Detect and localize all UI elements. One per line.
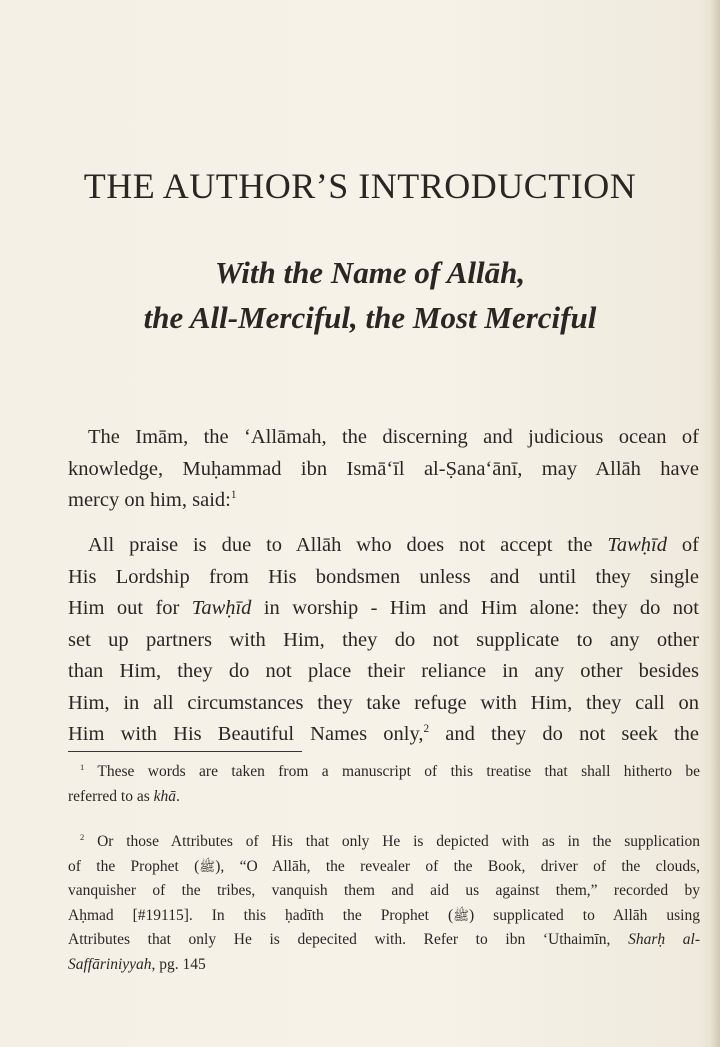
page-edge-shadow xyxy=(710,0,720,1047)
salutation-seal-icon: ﷺ xyxy=(199,858,216,874)
footnote-text: of the Prophet ( xyxy=(68,857,200,875)
paragraph-line xyxy=(68,593,699,625)
paragraph-line: His Lordship from His bondsmen unless and until they single xyxy=(68,565,699,588)
footnote-text: Attributes that only He is depecited with. Refer to ibn ‘Uthaimīn, xyxy=(68,931,629,948)
term-tawhid: Tawḥīd xyxy=(607,534,667,556)
paragraph-text: All praise is due to Allāh who does not accept the xyxy=(88,534,608,556)
footnote-text: ), “O Allāh, the revealer of the Book, driver of the clouds, xyxy=(215,857,700,875)
footnote-term: khā xyxy=(153,787,177,805)
paragraph-text: of xyxy=(667,534,699,556)
footnote-1 xyxy=(68,760,700,809)
footnote-line xyxy=(68,904,700,929)
chapter-heading: THE AUTHOR’S INTRODUCTION xyxy=(83,166,637,206)
footnote-2 xyxy=(68,830,700,977)
footnote-text: These words are taken from a manuscript of this treatise that shall hitherto be xyxy=(84,763,700,780)
paragraph-line: The Imām, the ‘Allāmah, the discerning and judicious ocean of xyxy=(88,426,699,448)
paragraph-line xyxy=(68,719,699,751)
footnote-text: ) supplicated to Allāh using xyxy=(469,906,700,924)
footnote-ref-1[interactable]: 1 xyxy=(230,489,237,502)
paragraph-line: Him, in all circumstances they take refuge with Him, they call on xyxy=(68,691,699,714)
paragraph-text: Him with His Beautiful Names only, xyxy=(68,723,424,745)
footnote-text: referred to as xyxy=(68,787,154,805)
paragraph-text: Him out for xyxy=(68,597,192,619)
basmala-line-1: With the Name of Allāh, xyxy=(214,255,526,290)
footnote-line xyxy=(68,785,700,810)
footnote-text: , pg. 145 xyxy=(151,955,206,973)
paragraph-line: than Him, they do not place their reliance in any other besides xyxy=(68,660,699,682)
footnote-line xyxy=(68,953,700,978)
footnote-term: Saffāriniyyah xyxy=(68,955,152,973)
footnote-number: 2 xyxy=(80,831,85,842)
paragraph-text: mercy on him, said: xyxy=(68,489,231,511)
footnote-line: vanquisher of the tribes, vanquish them and aid us against them,” recorded by xyxy=(68,882,700,899)
paragraph-text: and they do not seek the xyxy=(429,723,700,745)
paragraph-line xyxy=(68,530,699,562)
footnote-line xyxy=(68,928,700,953)
paragraph-line: knowledge, Muḥammad ibn Ismā‘īl al-Ṣana‘ānī, may Allāh have xyxy=(68,457,699,480)
footnote-term: Sharḥ al- xyxy=(628,931,700,948)
paragraph-line xyxy=(68,485,699,517)
salutation-seal-icon: ﷺ xyxy=(453,907,470,923)
footnote-number: 1 xyxy=(80,761,85,772)
paragraph-text: in worship - Him and Him alone: they do not xyxy=(251,597,699,619)
term-tawhid: Tawḥīd xyxy=(191,597,252,619)
footnote-text: Aḥmad [#19115]. In this ḥadīth the Prophet ( xyxy=(68,906,454,924)
footnote-line xyxy=(68,830,700,855)
footnote-line xyxy=(68,855,700,880)
footnote-text: . xyxy=(176,787,180,805)
paragraph-intro xyxy=(68,422,699,517)
footnote-text: Or those Attributes of His that only He is depicted with as in the supplication xyxy=(84,833,700,850)
footnote-divider xyxy=(68,751,302,752)
footnote-ref-2[interactable]: 2 xyxy=(423,723,430,736)
basmala-heading xyxy=(0,250,720,340)
paragraph-praise xyxy=(68,530,699,751)
paragraph-line: set up partners with Him, they do not supplicate to any other xyxy=(68,628,699,651)
basmala-line-2: the All-Merciful, the Most Merciful xyxy=(143,300,597,335)
footnote-line xyxy=(68,760,700,785)
